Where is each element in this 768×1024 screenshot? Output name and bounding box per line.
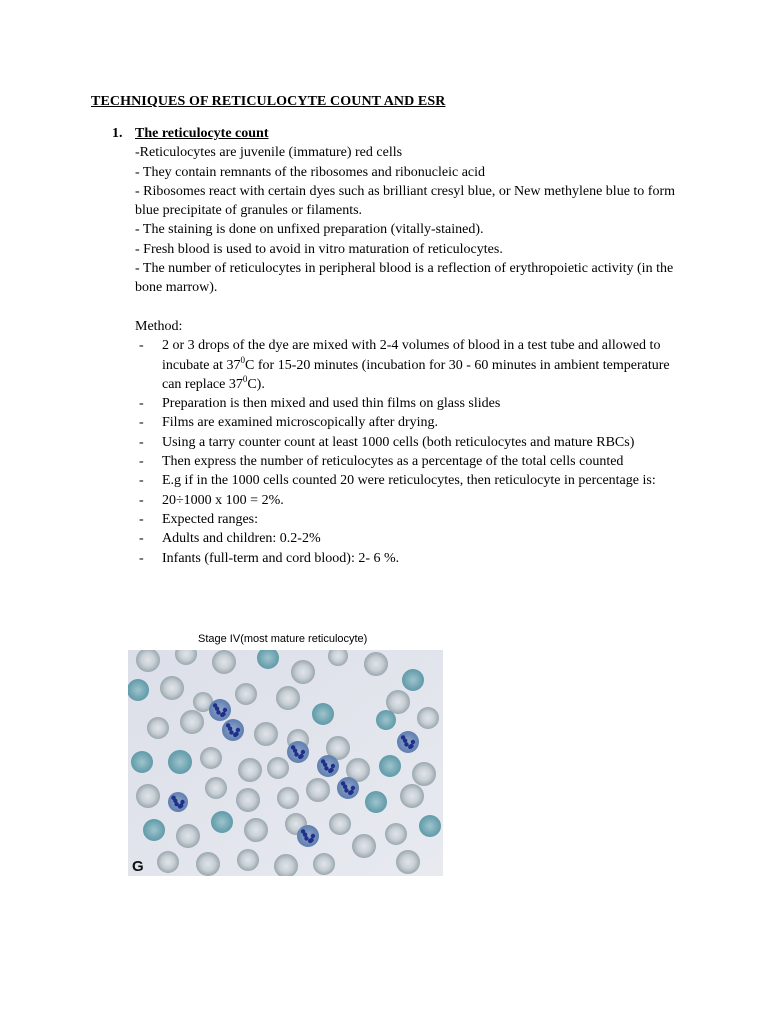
paragraph: - The number of reticulocytes in peripheral blood is a reflection of erythropoietic activity (in the bone marrow). [135, 261, 674, 296]
red-blood-cell [136, 784, 160, 808]
figure-caption: Stage IV(most mature reticulocyte) [198, 633, 368, 645]
stain-granule [301, 829, 305, 833]
red-blood-cell [276, 686, 300, 710]
red-blood-cell [400, 784, 424, 808]
red-blood-cell [237, 849, 259, 871]
red-blood-cell [277, 787, 299, 809]
method-item: - Using a tarry counter count at least 1000 cells (both reticulocytes and mature RBCs) [139, 434, 635, 450]
stain-granule [236, 728, 240, 732]
paragraph: - Fresh blood is used to avoid in vitro maturation of reticulocytes. [135, 241, 503, 257]
stain-granule [301, 750, 305, 754]
method-item: - Then express the number of reticulocytes as a percentage of the total cells counted [139, 454, 624, 470]
stain-granule [351, 786, 355, 790]
red-blood-cell [176, 824, 200, 848]
stain-granule [294, 752, 298, 756]
method-item: - Infants (full-term and cord blood): 2- 6 %. [139, 550, 400, 566]
red-blood-cell [212, 650, 236, 674]
red-blood-cell [238, 758, 262, 782]
red-blood-cell [329, 813, 351, 835]
stain-granule [291, 745, 295, 749]
red-blood-cell [402, 669, 424, 691]
micrograph-image [128, 650, 443, 876]
reticulocyte-cell [317, 755, 339, 777]
stain-granule [174, 802, 178, 806]
paragraph: - Ribosomes react with certain dyes such as brilliant cresyl blue, or New methylene blue to form blue precipitate of granules or filaments. [135, 183, 676, 219]
reticulocyte-cell [168, 792, 188, 812]
red-blood-cell [128, 679, 149, 701]
paragraph: -Reticulocytes are juvenile (immature) red cells [135, 145, 403, 161]
method-item: - Expected ranges: [139, 511, 259, 527]
reticulocyte-cell [397, 731, 419, 753]
red-blood-cell [376, 710, 396, 730]
reticulocyte-cell [287, 741, 309, 763]
stain-granule [401, 735, 405, 739]
red-blood-cell [205, 777, 227, 799]
red-blood-cell [211, 811, 233, 833]
stain-granule [331, 764, 335, 768]
method-item: - E.g if in the 1000 cells counted 20 were reticulocytes, then reticulocyte in percentage is: [139, 473, 656, 489]
stain-granule [309, 838, 313, 842]
stain-granule [221, 712, 225, 716]
red-blood-cell [143, 819, 165, 841]
stain-granule [409, 744, 413, 748]
reticulocyte-cell [222, 719, 244, 741]
stain-granule [329, 768, 333, 772]
stain-granule [349, 790, 353, 794]
red-blood-cell [267, 757, 289, 779]
stain-granule [299, 754, 303, 758]
stain-granule [411, 740, 415, 744]
red-blood-cell [419, 815, 441, 837]
stain-granule [344, 788, 348, 792]
red-blood-cell [313, 853, 335, 875]
section-number: 1. [112, 126, 123, 141]
red-blood-cell [196, 852, 220, 876]
red-blood-cell [200, 747, 222, 769]
stain-granule [226, 723, 230, 727]
section-title: The reticulocyte count [135, 126, 269, 141]
red-blood-cell [244, 818, 268, 842]
section-heading [112, 124, 692, 143]
red-blood-cell [254, 722, 278, 746]
stain-granule [311, 834, 315, 838]
red-blood-cell [365, 791, 387, 813]
red-blood-cell [364, 652, 388, 676]
stain-granule [341, 781, 345, 785]
reticulocyte-cell [209, 699, 231, 721]
method-item: - Preparation is then mixed and used thin films on glass slides [139, 396, 501, 412]
red-blood-cell [386, 690, 410, 714]
red-blood-cell [306, 778, 330, 802]
method-item: - Films are examined microscopically after drying. [139, 415, 439, 431]
red-blood-cell [312, 703, 334, 725]
red-blood-cell [412, 762, 436, 786]
red-blood-cell [147, 717, 169, 739]
section-reticulocyte-count [112, 124, 692, 568]
red-blood-cell [160, 676, 184, 700]
stain-granule [229, 730, 233, 734]
red-blood-cell [131, 751, 153, 773]
red-blood-cell [385, 823, 407, 845]
stain-granule [304, 836, 308, 840]
red-blood-cell [157, 851, 179, 873]
paragraph: - The staining is done on unfixed preparation (vitally-stained). [135, 222, 484, 238]
method-list [135, 336, 692, 568]
red-blood-cell [168, 750, 192, 774]
reticulocyte-cell [337, 777, 359, 799]
stain-granule [179, 803, 183, 807]
red-blood-cell [417, 707, 439, 729]
red-blood-cell [291, 660, 315, 684]
red-blood-cell [236, 788, 260, 812]
document-title: TECHNIQUES OF RETICULOCYTE COUNT AND ESR [91, 94, 446, 109]
method-item: - Adults and children: 0.2-2% [139, 531, 321, 547]
stain-granule [216, 710, 220, 714]
red-blood-cell [180, 710, 204, 734]
paragraph: - They contain remnants of the ribosomes and ribonucleic acid [135, 164, 486, 180]
method-item: - 2 or 3 drops of the dye are mixed with 2-4 volumes of blood in a test tube and allowed to incubate at $37^0C$ for 15-20 minutes (incubation for 30 - 60 minutes in ambient temperature can replace $37^0C$). [139, 338, 670, 392]
stain-granule [324, 766, 328, 770]
method-label: Method: [135, 318, 183, 334]
stain-granule [171, 796, 175, 800]
stain-granule [223, 708, 227, 712]
method-item: - 20÷1000 x 100 = 2%. [139, 492, 284, 508]
red-blood-cell [379, 755, 401, 777]
stain-granule [234, 732, 238, 736]
red-blood-cell [396, 850, 420, 874]
panel-letter: G [132, 858, 144, 875]
reticulocyte-cell [297, 825, 319, 847]
stain-granule [404, 742, 408, 746]
micrograph-illustration [128, 650, 443, 876]
stain-granule [213, 703, 217, 707]
red-blood-cell [235, 683, 257, 705]
red-blood-cell [352, 834, 376, 858]
stain-granule [321, 759, 325, 763]
